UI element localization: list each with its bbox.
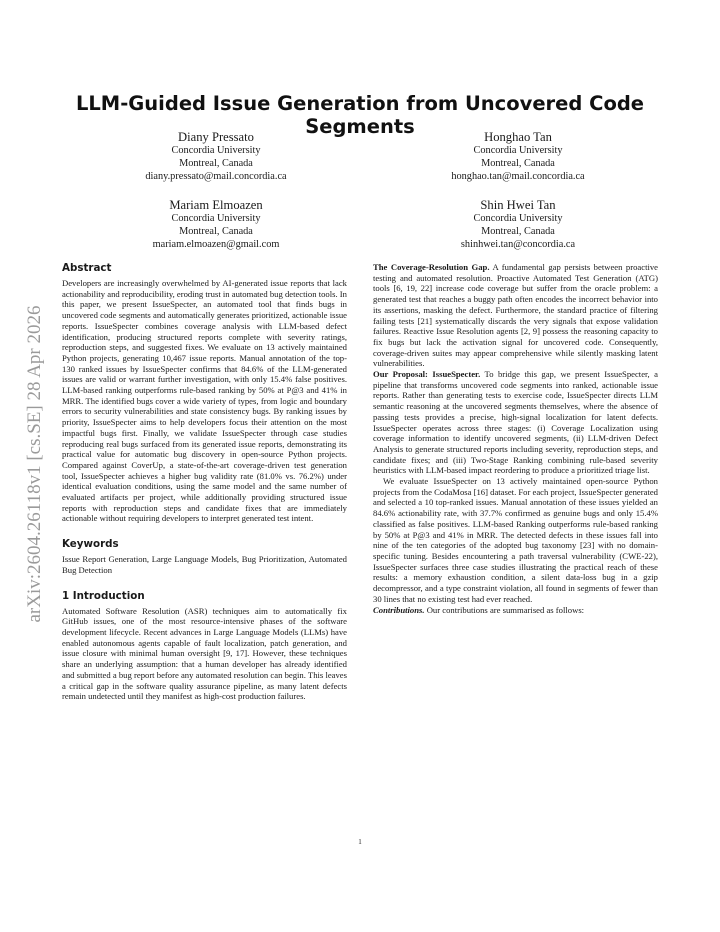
author-email[interactable]: diany.pressato@mail.concordia.ca (145, 170, 287, 182)
coverage-gap-paragraph (373, 262, 658, 369)
introduction-heading: 1 Introduction (62, 589, 145, 602)
author-name: Diany Pressato (178, 130, 254, 144)
author-location: Montreal, Canada (481, 225, 555, 237)
author-email[interactable]: mariam.elmoazen@gmail.com (152, 238, 280, 250)
introduction-paragraph-1: Automated Software Resolution (ASR) techniques aim to automatically fix GitHub issues, one of the most resource-intensive phases of the software development lifecycle. Recent advances in Large Language Models (LLMs) have enabled autonomous agents capable of fault localization, patch generation, and issue closure with minimal human oversight [9, 17]. However, these techniques share an underlying assumption: that a human developer has already identified and submitted a bug report before any automated resolution can begin. This leaves a critical gap in the software quality assurance pipeline, as many latent defects remain undetected until they manifest as high-cost production failures. (62, 605, 347, 702)
proposal-label: Our Proposal: IssueSpecter. (373, 369, 481, 380)
page-number: 1 (358, 838, 362, 846)
arxiv-watermark: arXiv:2604.26118v1 [cs.SE] 28 Apr 2026 (24, 305, 45, 623)
paper-title: LLM-Guided Issue Generation from Uncovered Code Segments (75, 92, 645, 138)
coverage-gap-text: A fundamental gap persists between proactive testing and automated resolution. Proactive Automated Test Generation (ATG) tools [6, 19, 22] increase code coverage but suffer from the oracle problem: a generated test that reaches a buggy path often encodes the incorrect behavior into its assertions, masking the defect. Furthermore, the standard practice of filtering failing tests [21] systematically discards the very signals that expose validation failures. Reactive Issue Resolution agents [2, 9] possess the reasoning capacity to fix bugs but lack the activation signal for uncovered code. Consequently, coverage-driven suites may appear comprehensive while silently masking latent vulnerabilities. (373, 262, 658, 369)
author-location: Montreal, Canada (481, 157, 555, 169)
evaluation-paragraph: We evaluate IssueSpecter on 13 actively maintained open-source Python projects from the CodaMosa [16] dataset. For each project, IssueSpecter generated and selected a 10 top-ranked issues. Manual annotation of these issues yielded an 84.6% actionability rate, with 37.7% confirmed as genuine bugs and only 15.4% classified as false positives. LLM-based Ranking outperforms rule-based ranking by 50% at P@3 and 41% in MRR. The detected defects in these issues fall into nine of the ten categories of the adopted bug taxonomy [23] with no domain-specific tuning. Besides encountering a path traversal vulnerability (CWE-22), IssueSpecter surfaces three case studies illustrating the practical reach of these results: a memory exhaustion condition, a silent data-loss bug in a gzip decompressor, and a type constraint violation, all found in segments of fewer than 30 lines that no existing test had ever reached. (373, 476, 658, 604)
author-affiliation: Concordia University (473, 213, 563, 224)
author-affiliation: Concordia University (171, 145, 261, 156)
author-email[interactable]: shinhwei.tan@concordia.ca (460, 238, 576, 250)
abstract-text: Developers are increasingly overwhelmed by AI-generated issue reports that lack actionability and reproducibility, eroding trust in automated bug detection tools. In this paper, we present IssueSpecter, an automated tool that finds bugs in uncovered code segments and automatically generates prioritized, actionable issue reports. IssueSpecter combines coverage analysis with LLM-based defect identification, producing structured reports complete with severity ratings, reproduction steps, and suggested fixes. We evaluate on 13 actively maintained Python projects, generating 10,467 issue reports. Manual annotation of the top-130 ranked issues by IssueSpecter confirms that 84.6% of the LLM-generated issues are valid or warrant further investigation, with only 15.4% false positives. LLM-based ranking outperforms rule-based ranking by 50% at P@3 and 41% in MRR. The identified bugs cover a wide variety of types, from logic and boundary errors to security vulnerabilities and state consistency bugs. By ranking issues by priority, IssueSpecter aims to help developers focus their attention on the most impactful bugs first. Finally, we validate IssueSpecter through case studies reproducing real bugs surfaced from its generated issue reports, demonstrating its practical value for automatic bug discovery in open-source Python projects. Compared against CoverUp, a state-of-the-art coverage-driven test generation tool, IssueSpecter achieves a higher bug validity rate (81.0% vs. 76.2%) under identical evaluation conditions, using the same model and the same number of evaluated artifacts per project, while additionally providing structured issue reports with reproduction steps and candidate fixes that are immediately actionable without requiring developers to interpret generated test intent. (62, 278, 347, 524)
left-column (62, 262, 347, 702)
author-name: Mariam Elmoazen (169, 198, 263, 212)
keywords-heading: Keywords (62, 538, 119, 551)
author-block-1 (106, 130, 326, 183)
right-column (373, 262, 658, 615)
coverage-gap-label: The Coverage-Resolution Gap. (373, 262, 490, 272)
abstract-heading: Abstract (62, 262, 112, 274)
contributions-text: Our contributions are summarised as follows: (426, 604, 585, 615)
author-location: Montreal, Canada (179, 157, 253, 169)
author-block-3 (106, 198, 326, 251)
keywords-text: Issue Report Generation, Large Language Models, Bug Prioritization, Automated Bug Detection (62, 554, 347, 575)
author-block-4 (408, 198, 628, 251)
author-name: Honghao Tan (484, 130, 552, 144)
author-location: Montreal, Canada (179, 225, 253, 237)
proposal-paragraph (373, 369, 658, 476)
author-name: Shin Hwei Tan (480, 198, 556, 212)
author-affiliation: Concordia University (171, 213, 261, 224)
proposal-text: To bridge this gap, we present IssueSpecter, a pipeline that transforms uncovered code segments into ranked, actionable issue reports. Rather than generating tests to exercise code, IssueSpecter directs LLM semantic reasoning at the uncovered segments themselves, where the absence of passing tests provides a precise, high-signal localization for latent defects. IssueSpecter operates across three stages: (i) Coverage Localization using coverage information to identify uncovered segments, (ii) LLM-driven Defect Analysis to generate structured reports including severity, reproduction steps, and candidate fixes; and (iii) Two-Stage Ranking combining rule-based severity heuristics with LLM-based impact reordering to produce a prioritized triage list. (373, 369, 658, 476)
author-block-2 (408, 130, 628, 183)
contributions-label: Contributions. (373, 604, 425, 615)
author-affiliation: Concordia University (473, 145, 563, 156)
author-email[interactable]: honghao.tan@mail.concordia.ca (451, 170, 585, 182)
contributions-paragraph (373, 605, 658, 616)
